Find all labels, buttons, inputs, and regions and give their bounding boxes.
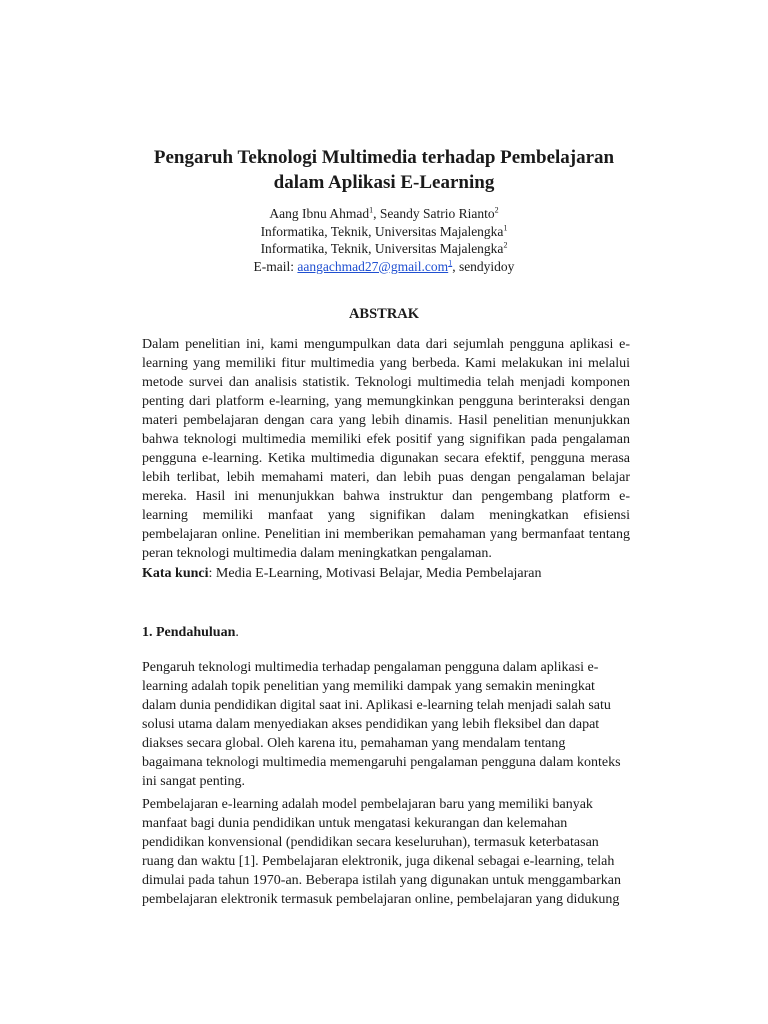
- email-suffix: , sendyidoy: [452, 258, 515, 274]
- paragraph-line: diakses secara global. Oleh karena itu, pemahaman yang mendalam tentang: [142, 736, 566, 751]
- paragraph-line: Pengaruh teknologi multimedia terhadap pengalaman pengguna dalam aplikasi e-: [142, 660, 599, 675]
- email-link[interactable]: aangachmad27@gmail.com: [297, 258, 449, 274]
- title-line-2: dalam Aplikasi E-Learning: [273, 172, 495, 193]
- section-heading: [142, 625, 239, 641]
- abstract-line: learning yang memiliki fitur multimedia yang berbeda. Kami melakukan ini melalui: [142, 356, 630, 371]
- abstract-line: pembelajaran online. Penelitian ini memberikan pemahaman yang bermanfaat tentang: [142, 527, 630, 542]
- author-1-sup: 1: [369, 205, 374, 215]
- abstract-line: pengguna e-learning. Ketika multimedia digunakan secara efektif, pengguna merasa: [142, 451, 630, 466]
- paragraph-line: ini sangat penting.: [142, 774, 246, 789]
- abstract-line: bahwa teknologi multimedia memiliki efek positif yang signifikan pada pengalaman: [142, 432, 630, 447]
- paragraph-line: learning adalah topik penelitian yang memiliki dampak yang semakin meningkat: [142, 679, 595, 694]
- author-2: , Seandy Satrio Rianto: [373, 206, 495, 221]
- abstract-line: lebih terlibat, lebih memahami materi, dan lebih puas dengan pengalaman belajar: [142, 470, 630, 485]
- author-names: [140, 205, 628, 223]
- paragraph-line: dimulai pada tahun 1970-an. Beberapa istilah yang digunakan untuk menggambarkan: [142, 873, 621, 888]
- email-sup: 1: [448, 258, 453, 267]
- author-block: [140, 205, 628, 275]
- paragraph-line: Pembelajaran e-learning adalah model pembelajaran baru yang memiliki banyak: [142, 797, 593, 812]
- paragraph-line: pembelajaran elektronik termasuk pembelajaran online, pembelajaran yang didukung: [142, 892, 620, 907]
- paragraph-line: dalam dunia pendidikan digital saat ini. Aplikasi e-learning telah menjadi salah satu: [142, 698, 611, 713]
- abstract-line: mereka. Hasil ini menunjukkan bahwa instruktur dan pengembang platform e-: [142, 489, 630, 504]
- abstract-line: peran teknologi multimedia dalam meningkatkan pengalaman.: [142, 546, 492, 561]
- paragraph-line: pendidikan konvensional (pendidikan secara keseluruhan), termasuk keterbatasan: [142, 835, 599, 850]
- affiliation-2-sup: 2: [503, 240, 508, 250]
- abstract-line: penting dari platform e-learning, yang memungkinkan pengguna berinteraksi dengan: [142, 394, 630, 409]
- abstract-line: materi pembelajaran dengan cara yang lebih dinamis. Hasil penelitian menunjukkan: [142, 413, 630, 428]
- abstract-line: learning memiliki manfaat yang signifikan dalam meningkatkan efisiensi: [142, 508, 630, 523]
- paragraph-line: bagaimana teknologi multimedia memengaruhi pengalaman pengguna dalam konteks: [142, 755, 621, 770]
- affiliation-1-text: Informatika, Teknik, Universitas Majalengka: [260, 223, 504, 239]
- abstract-heading: ABSTRAK: [348, 306, 420, 322]
- section-heading-suffix: .: [235, 625, 239, 640]
- abstract-body: [142, 335, 630, 563]
- paragraph-line: solusi utama dalam menyediakan akses pendidikan yang lebih fleksibel dan dapat: [142, 717, 600, 732]
- abstract-line: metode survei dan analisis statistik. Teknologi multimedia telah menjadi komponen: [142, 375, 630, 390]
- paragraph-line: manfaat bagi dunia pendidikan untuk mengatasi kekurangan dan kelemahan: [142, 816, 568, 831]
- abstract-line: Dalam penelitian ini, kami mengumpulkan data dari sejumlah pengguna aplikasi e-: [142, 337, 630, 352]
- email-line: [140, 258, 628, 276]
- affiliation-1: [140, 223, 628, 241]
- affiliation-2-text: Informatika, Teknik, Universitas Majalengka: [260, 241, 504, 256]
- section-heading-text: 1. Pendahuluan: [142, 625, 236, 640]
- paragraph-line: ruang dan waktu [1]. Pembelajaran elektronik, juga dikenal sebagai e-learning, telah: [142, 854, 615, 869]
- paper-title: [100, 145, 668, 195]
- affiliation-2: [140, 240, 628, 258]
- keywords-label: Kata kunci: [142, 566, 209, 581]
- affiliation-1-sup: 1: [503, 223, 508, 232]
- intro-paragraph-2: [142, 795, 630, 909]
- intro-paragraph-1: [142, 658, 630, 791]
- author-1: Aang Ibnu Ahmad: [269, 206, 370, 221]
- email-label: E-mail:: [253, 258, 298, 274]
- keywords-line: [142, 566, 542, 582]
- author-2-sup: 2: [494, 205, 499, 215]
- title-line-1: Pengaruh Teknologi Multimedia terhadap Pembelajaran: [153, 147, 615, 168]
- keywords-text: : Media E-Learning, Motivasi Belajar, Media Pembelajaran: [208, 566, 542, 581]
